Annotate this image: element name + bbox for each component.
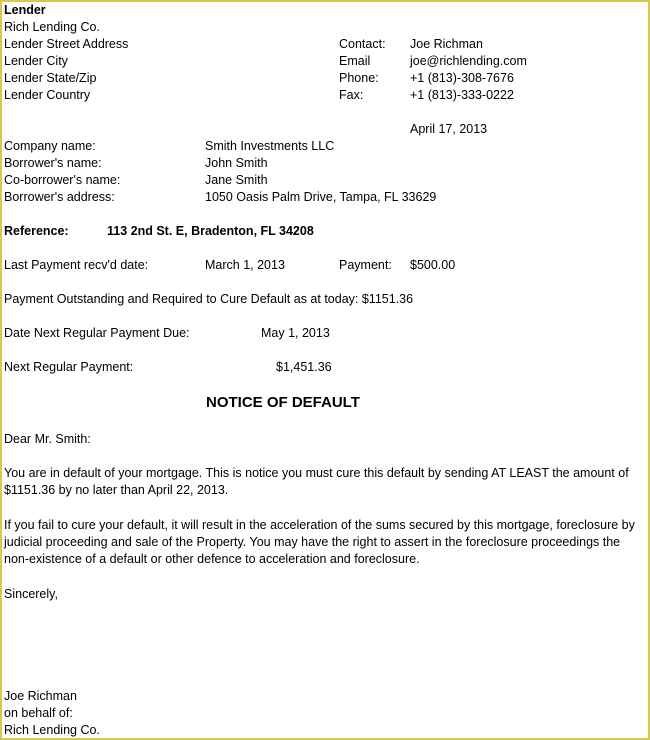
borrower-name-label: Borrower's name: <box>4 156 102 170</box>
lender-city: Lender City <box>4 54 68 68</box>
next-due-value: May 1, 2013 <box>261 326 330 340</box>
email-value: joe@richlending.com <box>410 54 527 68</box>
outstanding-amount: Payment Outstanding and Required to Cure Default as at today: $1151.36 <box>4 292 414 306</box>
closing: Sincerely, <box>4 587 58 601</box>
lender-country: Lender Country <box>4 88 91 102</box>
next-payment-label: Next Regular Payment: <box>4 360 134 374</box>
letter-date: April 17, 2013 <box>410 122 488 136</box>
next-payment-value: $1,451.36 <box>276 360 332 374</box>
lender-heading: Lender <box>4 3 46 17</box>
phone-value: +1 (813)-308-7676 <box>410 71 514 85</box>
contact-label: Contact: <box>339 37 386 51</box>
last-payment-date: March 1, 2013 <box>205 258 285 272</box>
fax-value: +1 (813)-333-0222 <box>410 88 514 102</box>
company-label: Company name: <box>4 139 96 153</box>
payment-label: Payment: <box>339 258 392 272</box>
signature-company: Rich Lending Co. <box>4 723 100 737</box>
signature-name: Joe Richman <box>4 689 77 703</box>
company-value: Smith Investments LLC <box>205 139 335 153</box>
lender-name: Rich Lending Co. <box>4 20 100 34</box>
borrower-name-value: John Smith <box>205 156 268 170</box>
borrower-address-value: 1050 Oasis Palm Drive, Tampa, FL 33629 <box>205 190 437 204</box>
notice-paragraph-1: You are in default of your mortgage. This is notice you must cure this default by sending AT LEAST the amount of $1151.36 by no later than April 22, 2013. <box>4 466 629 497</box>
lender-state-zip: Lender State/Zip <box>4 71 97 85</box>
notice-paragraph-2: If you fail to cure your default, it will result in the acceleration of the sums secured by this mortgage, foreclosure by judicial proceeding and sale of the Property. You may have the right to assert in the foreclosure proceedings the non-existence of a default or other defence to acceleration and foreclosure. <box>4 518 635 566</box>
last-payment-label: Last Payment recv'd date: <box>4 258 149 272</box>
contact-value: Joe Richman <box>410 37 483 51</box>
borrower-address-label: Borrower's address: <box>4 190 115 204</box>
co-borrower-label: Co-borrower's name: <box>4 173 121 187</box>
signature-behalf: on behalf of: <box>4 706 73 720</box>
fax-label: Fax: <box>339 88 364 102</box>
reference-value: 113 2nd St. E, Bradenton, FL 34208 <box>107 224 314 238</box>
reference-label: Reference: <box>4 224 69 238</box>
lender-street: Lender Street Address <box>4 37 129 51</box>
notice-title: NOTICE OF DEFAULT <box>206 394 360 411</box>
salutation: Dear Mr. Smith: <box>4 432 91 446</box>
email-label: Email <box>339 54 371 68</box>
next-due-label: Date Next Regular Payment Due: <box>4 326 190 340</box>
payment-value: $500.00 <box>410 258 456 272</box>
co-borrower-value: Jane Smith <box>205 173 268 187</box>
phone-label: Phone: <box>339 71 379 85</box>
